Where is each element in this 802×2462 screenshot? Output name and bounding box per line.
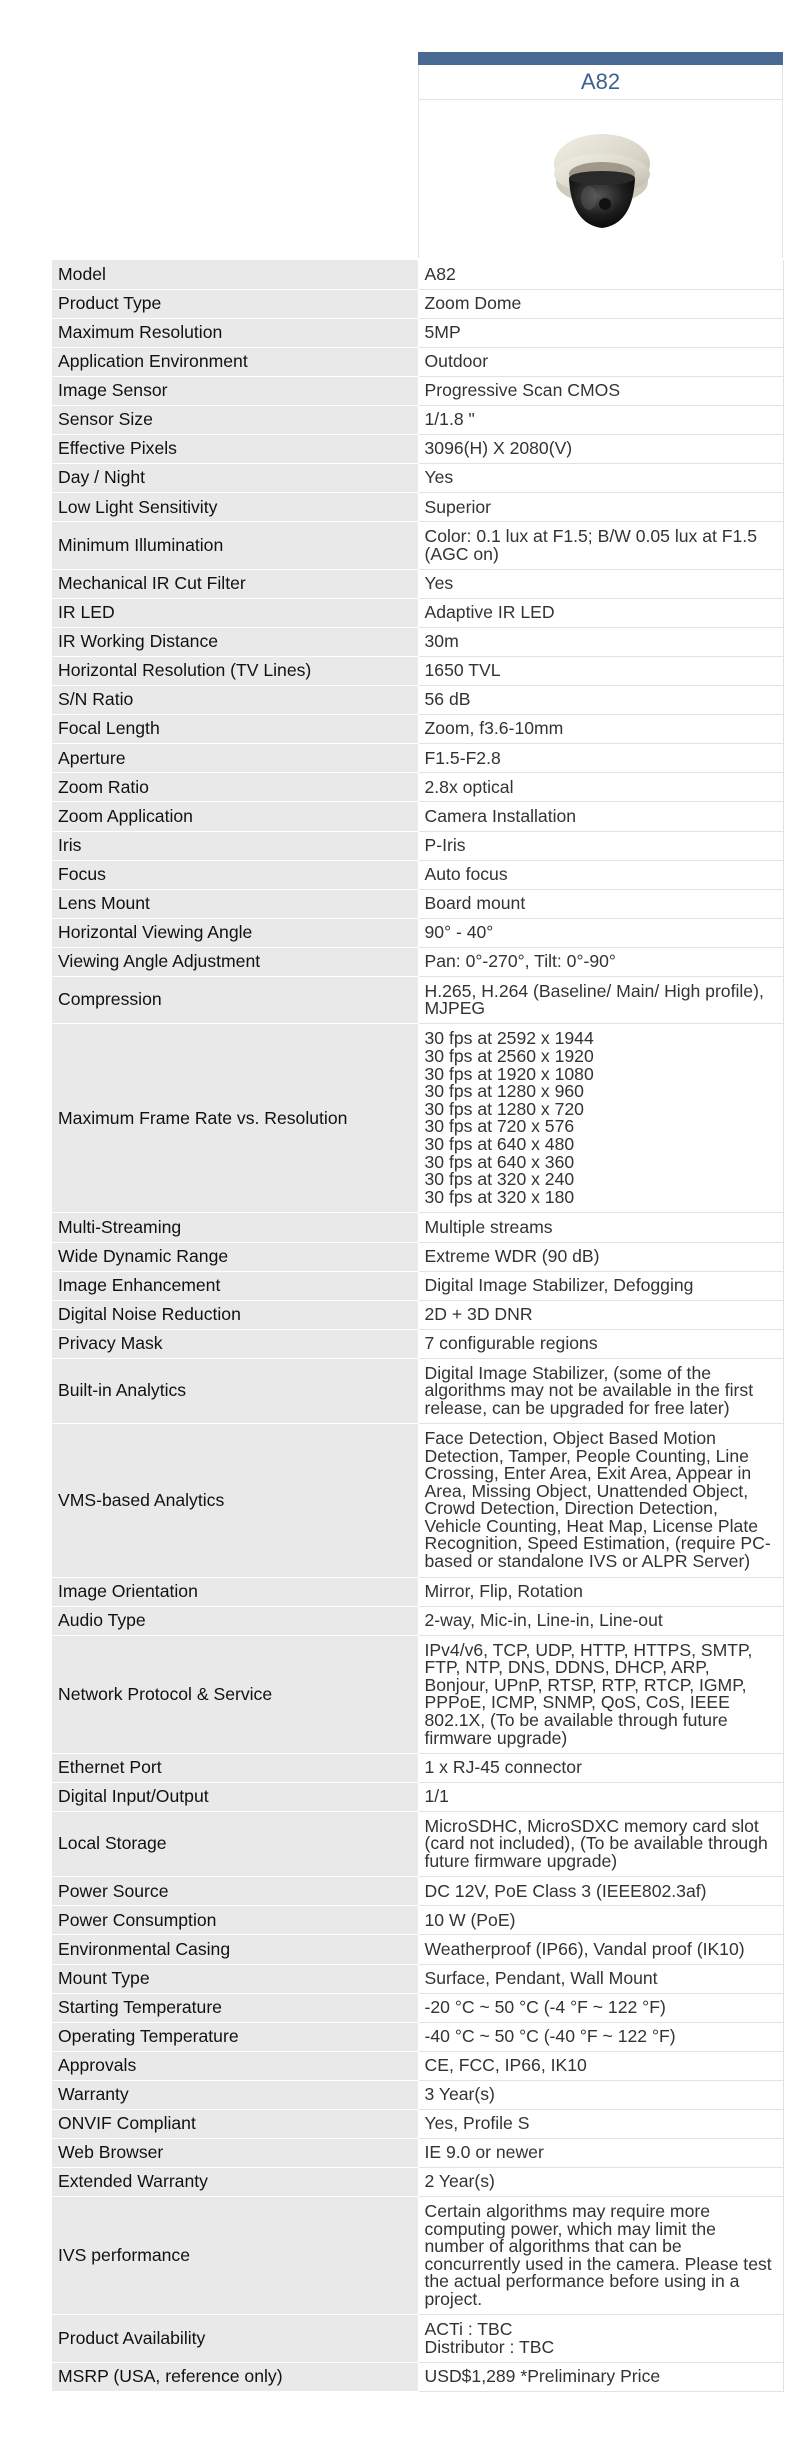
spec-row	[52, 2022, 783, 2051]
spec-value-line: A82	[424, 263, 456, 284]
spec-row	[52, 657, 783, 686]
spec-row	[52, 802, 783, 831]
spec-value-line: IPv4/v6, TCP, UDP, HTTP, HTTPS, SMTP,	[424, 1639, 753, 1660]
product-header	[418, 52, 783, 258]
spec-value	[418, 1993, 783, 2022]
spec-value	[418, 435, 783, 464]
spec-label: IR LED	[52, 598, 418, 627]
spec-row	[52, 889, 783, 918]
spec-label: Focal Length	[52, 715, 418, 744]
spec-value-line: 30 fps at 1280 x 720	[424, 1098, 584, 1119]
spec-label: Focus	[52, 860, 418, 889]
spec-row	[52, 831, 783, 860]
spec-value	[418, 2362, 783, 2391]
spec-row	[52, 493, 783, 522]
spec-value-line: 3 Year(s)	[424, 2084, 495, 2105]
spec-value-line: Crowd Detection, Direction Detection,	[424, 1498, 718, 1519]
spec-row	[52, 318, 783, 347]
spec-value-line: Multiple streams	[424, 1216, 553, 1237]
spec-value-line: Zoom Dome	[424, 292, 522, 313]
spec-row	[52, 1783, 783, 1812]
spec-value	[418, 1329, 783, 1358]
spec-value	[418, 744, 783, 773]
spec-label: Digital Input/Output	[52, 1783, 418, 1812]
spec-label: Built-in Analytics	[52, 1358, 418, 1423]
spec-value	[418, 2197, 783, 2315]
spec-value-line: Camera Installation	[424, 805, 577, 826]
spec-row	[52, 773, 783, 802]
spec-value-line: (card not included), (To be available through	[424, 1833, 768, 1854]
spec-value	[418, 1635, 783, 1753]
spec-value-line: 30 fps at 2592 x 1944	[424, 1028, 594, 1049]
spec-value	[418, 1271, 783, 1300]
spec-label: Privacy Mask	[52, 1329, 418, 1358]
spec-row	[52, 569, 783, 598]
spec-value-line: release, can be upgraded for free later)	[424, 1397, 730, 1418]
spec-value	[418, 318, 783, 347]
spec-value-line: 30 fps at 320 x 240	[424, 1169, 575, 1190]
spec-value	[418, 493, 783, 522]
spec-value	[418, 686, 783, 715]
spec-value-line: firmware upgrade)	[424, 1727, 568, 1748]
spec-value-line: H.265, H.264 (Baseline/ Main/ High profile),	[424, 980, 764, 1001]
spec-value-line: the actual performance before using in a	[424, 2271, 740, 2292]
spec-value-line: Extreme WDR (90 dB)	[424, 1245, 600, 1266]
spec-row	[52, 1024, 783, 1213]
spec-value-line: Yes	[424, 572, 454, 593]
spec-row	[52, 2139, 783, 2168]
spec-value-line: 30 fps at 1280 x 960	[424, 1081, 584, 1102]
spec-label: IR Working Distance	[52, 627, 418, 656]
model-title: A82	[418, 65, 783, 100]
spec-label: Zoom Application	[52, 802, 418, 831]
spec-value-line: 7 configurable regions	[424, 1333, 598, 1354]
spec-row	[52, 627, 783, 656]
spec-label: Network Protocol & Service	[52, 1635, 418, 1753]
spec-row	[52, 376, 783, 405]
spec-row	[52, 715, 783, 744]
spec-label: Horizontal Viewing Angle	[52, 918, 418, 947]
spec-row	[52, 1964, 783, 1993]
spec-row	[52, 744, 783, 773]
spec-label: Starting Temperature	[52, 1993, 418, 2022]
spec-row	[52, 1300, 783, 1329]
spec-row	[52, 1812, 783, 1877]
spec-value-line: 1/1.8 "	[424, 409, 475, 430]
spec-value-line: CE, FCC, IP66, IK10	[424, 2055, 587, 2076]
spec-label: Product Availability	[52, 2315, 418, 2362]
spec-label: Operating Temperature	[52, 2022, 418, 2051]
spec-value-line: 2D + 3D DNR	[424, 1303, 533, 1324]
spec-value	[418, 889, 783, 918]
spec-value	[418, 1753, 783, 1782]
spec-row	[52, 686, 783, 715]
spec-value-line: Certain algorithms may require more	[424, 2201, 711, 2222]
spec-row	[52, 2315, 783, 2362]
spec-value-line: Zoom, f3.6-10mm	[424, 718, 564, 739]
spec-value	[418, 2080, 783, 2109]
spec-value	[418, 376, 783, 405]
spec-row	[52, 1635, 783, 1753]
spec-row	[52, 1358, 783, 1423]
spec-value	[418, 627, 783, 656]
spec-value-line: USD$1,289 *Preliminary Price	[424, 2366, 661, 2387]
spec-label: Viewing Angle Adjustment	[52, 947, 418, 976]
spec-value-line: 3096(H) X 2080(V)	[424, 438, 573, 459]
spec-value	[418, 2051, 783, 2080]
spec-label: Sensor Size	[52, 405, 418, 434]
product-image-cell	[418, 100, 783, 258]
spec-value-line: future firmware upgrade)	[424, 1851, 618, 1871]
spec-value-line: 30 fps at 640 x 360	[424, 1151, 575, 1172]
spec-value-line: Auto focus	[424, 863, 508, 884]
spec-value	[418, 1358, 783, 1423]
spec-value	[418, 2139, 783, 2168]
spec-value-line: Yes	[424, 467, 454, 488]
spec-value	[418, 1783, 783, 1812]
spec-value-line: Crossing, Enter Area, Exit Area, Appear in	[424, 1463, 752, 1484]
spec-value-line: 30 fps at 640 x 480	[424, 1134, 575, 1155]
spec-label: Mechanical IR Cut Filter	[52, 569, 418, 598]
spec-row	[52, 1935, 783, 1964]
spec-value	[418, 1606, 783, 1635]
spec-row	[52, 1877, 783, 1906]
spec-label: Digital Noise Reduction	[52, 1300, 418, 1329]
spec-label: MSRP (USA, reference only)	[52, 2362, 418, 2391]
spec-label: Compression	[52, 977, 418, 1024]
spec-label: Wide Dynamic Range	[52, 1242, 418, 1271]
spec-row	[52, 1753, 783, 1782]
spec-value-line: Superior	[424, 496, 492, 517]
spec-row	[52, 2197, 783, 2315]
spec-value-line: computing power, which may limit the	[424, 2218, 716, 2239]
dome-camera-icon	[549, 124, 655, 234]
spec-label: S/N Ratio	[52, 686, 418, 715]
spec-row	[52, 2168, 783, 2197]
spec-row	[52, 1577, 783, 1606]
spec-value-line: P-Iris	[424, 834, 466, 855]
spec-value	[418, 1935, 783, 1964]
spec-value-line: MicroSDHC, MicroSDXC memory card slot	[424, 1815, 759, 1836]
spec-value-line: 2-way, Mic-in, Line-in, Line-out	[424, 1609, 663, 1630]
spec-label: Image Enhancement	[52, 1271, 418, 1300]
spec-value-line: 30 fps at 2560 x 1920	[424, 1046, 594, 1067]
spec-label: Zoom Ratio	[52, 773, 418, 802]
spec-value-line: 10 W (PoE)	[424, 1909, 516, 1930]
spec-label: ONVIF Compliant	[52, 2110, 418, 2139]
spec-row	[52, 918, 783, 947]
spec-value-line: PPPoE, ICMP, SNMP, QoS, CoS, IEEE	[424, 1692, 730, 1713]
spec-label: Maximum Resolution	[52, 318, 418, 347]
spec-row	[52, 260, 783, 289]
spec-value	[418, 2315, 783, 2362]
spec-value	[418, 289, 783, 318]
spec-value-line: -20 °C ~ 50 °C (-4 °F ~ 122 °F)	[424, 1996, 666, 2017]
spec-value	[418, 405, 783, 434]
spec-row	[52, 1906, 783, 1935]
spec-value-line: Color: 0.1 lux at F1.5; B/W 0.05 lux at F1.5	[424, 525, 757, 546]
spec-label: Effective Pixels	[52, 435, 418, 464]
spec-value	[418, 1964, 783, 1993]
spec-value-line: algorithms may not be available in the first	[424, 1380, 754, 1401]
spec-row	[52, 1424, 783, 1578]
spec-row	[52, 1329, 783, 1358]
spec-value	[418, 802, 783, 831]
spec-value	[418, 1812, 783, 1877]
spec-label: Warranty	[52, 2080, 418, 2109]
spec-value-line: Vehicle Counting, Heat Map, License Plate	[424, 1515, 759, 1536]
spec-label: Ethernet Port	[52, 1753, 418, 1782]
spec-value-line: 2 Year(s)	[424, 2171, 495, 2192]
specifications-table	[52, 260, 784, 2392]
spec-value-line: FTP, NTP, DNS, DDNS, DHCP, ARP,	[424, 1657, 710, 1678]
spec-value-line: based or standalone IVS or ALPR Server)	[424, 1551, 751, 1572]
spec-row	[52, 347, 783, 376]
spec-label: IVS performance	[52, 2197, 418, 2315]
spec-value	[418, 773, 783, 802]
spec-value	[418, 2168, 783, 2197]
spec-row	[52, 2110, 783, 2139]
spec-row	[52, 1606, 783, 1635]
spec-value-line: 5MP	[424, 321, 461, 342]
spec-value	[418, 522, 783, 569]
spec-row	[52, 1993, 783, 2022]
spec-row	[52, 598, 783, 627]
spec-label: Extended Warranty	[52, 2168, 418, 2197]
spec-value-line: Recognition, Speed Estimation, (require PC-	[424, 1533, 771, 1554]
spec-row	[52, 289, 783, 318]
spec-value-line: Adaptive IR LED	[424, 602, 555, 623]
spec-label: Day / Night	[52, 464, 418, 493]
spec-value	[418, 1577, 783, 1606]
spec-value-line: 30m	[424, 631, 459, 652]
spec-value-line: number of algorithms that can be	[424, 2236, 682, 2257]
spec-value-line: Digital Image Stabilizer, (some of the	[424, 1362, 712, 1383]
spec-row	[52, 435, 783, 464]
spec-value-line: F1.5-F2.8	[424, 747, 501, 768]
spec-value	[418, 1242, 783, 1271]
spec-value	[418, 860, 783, 889]
spec-value	[418, 1213, 783, 1242]
spec-row	[52, 860, 783, 889]
spec-value	[418, 598, 783, 627]
spec-row	[52, 405, 783, 434]
spec-value	[418, 657, 783, 686]
spec-value-line: Bonjour, UPnP, RTSP, RTP, RTCP, IGMP,	[424, 1674, 747, 1695]
spec-value-line: Surface, Pendant, Wall Mount	[424, 1967, 658, 1988]
spec-value	[418, 347, 783, 376]
spec-label: Lens Mount	[52, 889, 418, 918]
spec-value	[418, 977, 783, 1024]
spec-row	[52, 464, 783, 493]
spec-label: Web Browser	[52, 2139, 418, 2168]
spec-label: Multi-Streaming	[52, 1213, 418, 1242]
spec-label: Model	[52, 260, 418, 289]
spec-label: VMS-based Analytics	[52, 1424, 418, 1578]
spec-label: Horizontal Resolution (TV Lines)	[52, 657, 418, 686]
spec-label: Image Sensor	[52, 376, 418, 405]
spec-value-line: 1650 TVL	[424, 660, 501, 681]
spec-value-line: Detection, Tamper, People Counting, Line	[424, 1445, 749, 1466]
spec-value-line: 56 dB	[424, 689, 471, 710]
spec-value-line: 1/1	[424, 1786, 449, 1807]
spec-value	[418, 2110, 783, 2139]
spec-value-line: Pan: 0°-270°, Tilt: 0°-90°	[424, 951, 616, 972]
spec-value	[418, 1877, 783, 1906]
spec-value	[418, 569, 783, 598]
spec-value-line: Progressive Scan CMOS	[424, 380, 621, 401]
spec-value	[418, 464, 783, 493]
spec-row	[52, 2362, 783, 2391]
spec-value	[418, 1906, 783, 1935]
spec-row	[52, 522, 783, 569]
spec-value-line: 90° - 40°	[424, 922, 494, 943]
spec-value-line: IE 9.0 or newer	[424, 2142, 544, 2163]
spec-row	[52, 2080, 783, 2109]
spec-row	[52, 2051, 783, 2080]
spec-value-line: ACTi : TBC	[424, 2319, 513, 2340]
spec-value-line: concurrently used in the camera. Please test	[424, 2253, 772, 2274]
spec-label: Minimum Illumination	[52, 522, 418, 569]
spec-label: Iris	[52, 831, 418, 860]
spec-label: Product Type	[52, 289, 418, 318]
spec-value	[418, 831, 783, 860]
spec-label: Local Storage	[52, 1812, 418, 1877]
spec-label: Environmental Casing	[52, 1935, 418, 1964]
spec-label: Approvals	[52, 2051, 418, 2080]
spec-label: Power Source	[52, 1877, 418, 1906]
spec-row	[52, 1213, 783, 1242]
spec-value-line: Area, Missing Object, Unattended Object,	[424, 1480, 749, 1501]
spec-label: Application Environment	[52, 347, 418, 376]
spec-value-line: 2.8x optical	[424, 776, 514, 797]
spec-value-line: Digital Image Stabilizer, Defogging	[424, 1274, 694, 1295]
spec-value	[418, 260, 783, 289]
spec-label: Aperture	[52, 744, 418, 773]
spec-value	[418, 1300, 783, 1329]
spec-label: Maximum Frame Rate vs. Resolution	[52, 1024, 418, 1213]
spec-row	[52, 1271, 783, 1300]
spec-value-line: MJPEG	[424, 998, 486, 1019]
spec-value-line: (AGC on)	[424, 543, 499, 564]
spec-value-line: 1 x RJ-45 connector	[424, 1757, 582, 1778]
spec-label: Image Orientation	[52, 1577, 418, 1606]
spec-value-line: 802.1X, (To be available through future	[424, 1709, 728, 1730]
spec-value	[418, 1024, 783, 1213]
spec-label: Mount Type	[52, 1964, 418, 1993]
spec-value-line: Distributor : TBC	[424, 2336, 555, 2357]
spec-value-line: Board mount	[424, 893, 526, 914]
spec-value-line: 30 fps at 1920 x 1080	[424, 1063, 594, 1084]
spec-row	[52, 947, 783, 976]
spec-value-line: 30 fps at 720 x 576	[424, 1116, 575, 1137]
spec-value	[418, 1424, 783, 1578]
spec-value-line: Face Detection, Object Based Motion	[424, 1427, 716, 1448]
spec-value	[418, 715, 783, 744]
spec-value-line: Outdoor	[424, 351, 489, 372]
header-accent-bar	[418, 52, 783, 65]
spec-value	[418, 918, 783, 947]
spec-value-line: DC 12V, PoE Class 3 (IEEE802.3af)	[424, 1880, 707, 1901]
spec-value	[418, 947, 783, 976]
spec-value-line: Yes, Profile S	[424, 2113, 530, 2134]
spec-value-line: -40 °C ~ 50 °C (-40 °F ~ 122 °F)	[424, 2025, 676, 2046]
spec-row	[52, 977, 783, 1024]
spec-label: Power Consumption	[52, 1906, 418, 1935]
spec-label: Low Light Sensitivity	[52, 493, 418, 522]
spec-row	[52, 1242, 783, 1271]
spec-label: Audio Type	[52, 1606, 418, 1635]
spec-value	[418, 2022, 783, 2051]
spec-value-line: 30 fps at 320 x 180	[424, 1186, 575, 1207]
spec-value-line: Mirror, Flip, Rotation	[424, 1580, 583, 1601]
spec-value-line: Weatherproof (IP66), Vandal proof (IK10)	[424, 1938, 745, 1959]
spec-value-line: project.	[424, 2289, 483, 2310]
